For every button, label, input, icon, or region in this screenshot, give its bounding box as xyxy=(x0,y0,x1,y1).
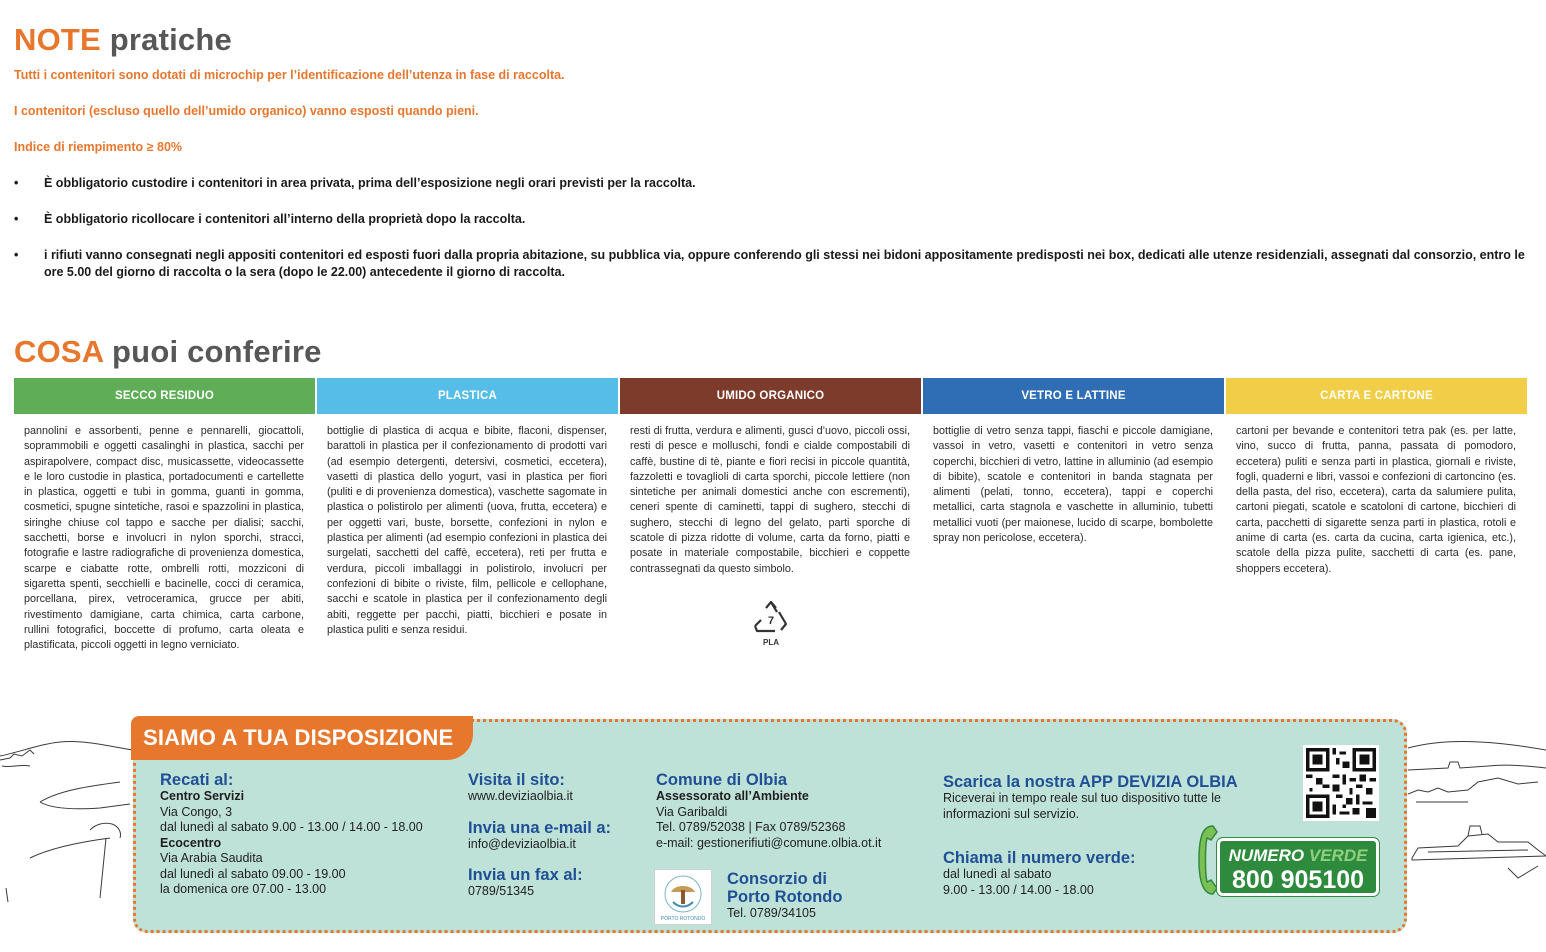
comune-phone: Tel. 0789/52038 | Fax 0789/52368 xyxy=(656,820,846,834)
bullet-item xyxy=(14,247,1534,281)
centro-servizi-address: Via Congo, 3 xyxy=(160,804,233,819)
bullet-dot: • xyxy=(14,176,19,190)
category-text-vetro: bottiglie di vetro senza tappi, fiaschi e piccole damigiane, vassoi in vetro, vasetti e contenitori in vetro senza coperchi, bicchieri di vetro, lattine in alluminio (ad esempio di bibite), scatole e contenitori in banda stagnata per alimenti (pelati, tonno, eccetera), tappi e coperchi metallici, carta stagnola e vaschette in alluminio, tubetti metallici vuoti (per maionese, lucido di scarpe, bombolette spray non pericolose, eccetera). xyxy=(933,425,1213,545)
bullet-dot: • xyxy=(14,248,19,262)
numero-verde-number[interactable]: 800 905100 xyxy=(1231,866,1365,894)
porto-rotondo-logo xyxy=(654,869,712,925)
app-desc-line2: informazioni sul servizio. xyxy=(943,806,1080,821)
note-esposizione: I contenitori (escluso quello dell’umido organico) vanno esposti quando pieni. xyxy=(14,104,479,118)
numero-verde-hours: 9.00 - 13.00 / 14.00 - 18.00 xyxy=(943,882,1094,897)
cosa-heading xyxy=(14,334,322,370)
numero-verde-label: NUMERO VERDE xyxy=(1228,846,1368,865)
svg-text:7: 7 xyxy=(767,615,775,627)
consorzio-title-line2: Porto Rotondo xyxy=(727,888,843,906)
ecocentro-name: Ecocentro xyxy=(160,835,222,850)
ecocentro-hours-sunday: la domenica ore 07.00 - 13.00 xyxy=(160,882,327,896)
sito-title: Visita il sito: xyxy=(468,771,565,789)
bullet-item xyxy=(14,211,1534,228)
bullet-dot: • xyxy=(14,212,19,226)
note-heading xyxy=(14,22,232,58)
fax-title: Invia un fax al: xyxy=(468,866,583,884)
category-header-carta: CARTA E CARTONE xyxy=(1226,378,1527,414)
qr-code[interactable] xyxy=(1303,745,1379,821)
coastline-sketch-left-icon xyxy=(0,738,132,908)
note-microchip: Tutti i contenitori sono dotati di microchip per l’identificazione dell’utenza in fase di raccolta. xyxy=(14,68,565,82)
ecocentro-address: Via Arabia Saudita xyxy=(160,851,263,865)
fax-block xyxy=(468,866,648,900)
email-block xyxy=(468,819,648,853)
numero-verde-badge[interactable] xyxy=(1191,822,1381,898)
note-riempimento: Indice di riempimento ≥ 80% xyxy=(14,140,183,154)
bullet-text: i rifiuti vanno consegnati negli appositi contenitori ed esposti fuori dalla propria abitazione, su pubblica via, oppure conferendo gli stessi nei bidoni appositamente predisposti nei box, dedicati alle utenze residenziali, assegnati dal consorzio, entro le ore 5.00 del giorno di raccolta o la sera (dopo le 22.00) antecedente il giorno di raccolta. xyxy=(44,248,1525,279)
comune-address: Via Garibaldi xyxy=(656,804,728,819)
consorzio-block xyxy=(727,870,927,922)
recati-block xyxy=(160,771,460,898)
category-text-plastica: bottiglie di plastica di acqua e bibite, flaconi, dispenser, barattoli in plastica per il confezionamento di prodotti vari (ad esempio detergenti, detersivi, cosmetici, eccetera), vasetti di plastica dello yogurt, vasi in plastica per fiori (puliti e di provenienza domestica), vaschette sagomate in plastica o polistirolo per alimenti (uova, frutta, eccetera) e per oggetti vari, buste, borsette, confezioni in nylon e plastica per alimenti (ad esempio confezioni in plastica dei surgelati, sacchetti del caffè, eccetera), reti per frutta e verdura, piccoli imballaggi in polistirolo, involucri per confezioni di bibite o riviste, film, pellicole e cellophane, sacchi e scatole in plastica per il confezionamento degli abiti, reggette per pacchi, piatti, bicchieri e posate in plastica puliti e senza residui. xyxy=(327,425,607,636)
note-heading-rest: pratiche xyxy=(109,22,232,57)
note-heading-accent: NOTE xyxy=(14,22,101,57)
fax-number: 0789/51345 xyxy=(468,884,535,898)
comune-office: Assessorato all’Ambiente xyxy=(656,789,809,803)
centro-servizi-name: Centro Servizi xyxy=(160,789,245,803)
category-header-umido: UMIDO ORGANICO xyxy=(620,378,921,414)
bullet-text: È obbligatorio custodire i contenitori in area privata, prima dell’esposizione negli orari previsti per la raccolta. xyxy=(44,176,696,190)
cosa-heading-accent: COSA xyxy=(14,334,104,369)
website-link[interactable]: www.deviziaolbia.it xyxy=(468,789,573,803)
comune-email[interactable]: e-mail: gestionerifiuti@comune.olbia.ot.it xyxy=(656,835,882,850)
email-link[interactable]: info@deviziaolbia.it xyxy=(468,837,576,851)
coastline-sketch-right-icon xyxy=(1408,738,1546,908)
category-text-carta: cartoni per bevande e contenitori tetra pak (es. per latte, vino, succo di frutta, panna, passata di pomodoro, eccetera) puliti e senza parti in plastica, giornali e riviste, fogli, quaderni e libri, vassoi e confezioni di cartoncino (es. della pasta, del riso, eccetera), carta da salumiere pulita, cartoni piegati, scatole e scatoloni di cartone, bicchieri di carta, pacchetti di sigarette senza parti in plastica, rotoli e anime di carta (es. carta da cucina, carta igienica, etc.), scatole della pizza pulite, sacchetti di carta (es. pane, shoppers eccetera). xyxy=(1236,425,1516,575)
comune-block xyxy=(656,771,936,851)
app-title: Scarica la nostra APP DEVIZIA OLBIA xyxy=(943,773,1238,791)
centro-servizi-hours: dal lunedì al sabato 9.00 - 13.00 / 14.00 - 18.00 xyxy=(160,820,423,834)
bullet-text: È obbligatorio ricollocare i contenitori all’interno della proprietà dopo la raccolta. xyxy=(44,212,526,226)
category-header-vetro: VETRO E LATTINE xyxy=(923,378,1224,414)
numero-verde-title: Chiama il numero verde: xyxy=(943,849,1136,867)
numero-verde-days: dal lunedì al sabato xyxy=(943,867,1052,881)
numero-verde-block xyxy=(943,849,1183,898)
app-desc-line1: Riceverai in tempo reale sul tuo dispositivo tutte le xyxy=(943,791,1221,805)
cosa-heading-rest: puoi conferire xyxy=(112,334,322,369)
email-title: Invia una e-mail a: xyxy=(468,819,612,837)
bullet-item xyxy=(14,175,1534,192)
comune-title: Comune di Olbia xyxy=(656,771,788,789)
qr-code-icon xyxy=(1306,748,1376,818)
category-header-plastica: PLASTICA xyxy=(317,378,618,414)
category-text-secco: pannolini e assorbenti, penne e pennarelli, giocattoli, soprammobili e oggetti casalinghi in plastica, sacchi per aspirapolvere, compact disc, musicassette, videocassette e le loro custodie in plastica, portadocumenti e cartellette in plastica, oggetti e tubi in gomma, guanti in gomma, cosmetici, spugne sintetiche, rasoi e spazzolini in plastica, siringhe chiuse col tappo e sacche per dialisi; sacchi, sacchetti, borse e involucri in nylon sporchi, stracci, fotografie e lastre radiografiche di provenienza domestica, scarpe e ciabatte rotte, ombrelli rotti, mozziconi di sigaretta spenti, secchielli e bacinelle, cocci di ceramica, porcellana, pirex, vetroceramica, grucce per abiti, rivestimento damigiane, carta chimica, carta carbone, rullini fotografici, boccette di profumo, carta oleata e plastificata, piccoli oggetti in legno verniciato. xyxy=(24,425,304,652)
svg-text:PORTO ROTONDO: PORTO ROTONDO xyxy=(660,916,706,922)
porto-rotondo-logo-icon xyxy=(655,870,711,924)
pla-symbol xyxy=(748,600,794,647)
contact-panel-title: SIAMO A TUA DISPOSIZIONE xyxy=(131,716,473,760)
sito-block xyxy=(468,771,648,805)
consorzio-title-line1: Consorzio di xyxy=(727,870,827,888)
consorzio-phone: Tel. 0789/34105 xyxy=(727,906,816,920)
category-text-umido: resti di frutta, verdura e alimenti, gusci d’uovo, piccoli ossi, resti di pesce e molluschi, fondi e cialde compostabili di caffè, bustine di tè, piante e fiori recisi in piccole quantità, fazzoletti e tovaglioli di carta sporchi, piccole lettiere (non sintetiche per animali domestici anche con escrementi), ceneri spente di caminetti, tappi di sughero, stecchi di sughero, stecchi di legno del gelato, parti sporche di scatole di pizza ridotte di volume, carta da forno, piatti e posate in materiale compostabile, bicchieri e coppette contrassegnati da questo simbolo. xyxy=(630,425,910,575)
recycle-triangle-icon xyxy=(751,600,791,636)
numero-verde-box xyxy=(1217,838,1379,896)
category-header-secco: SECCO RESIDUO xyxy=(14,378,315,414)
ecocentro-hours-weekday: dal lunedì al sabato 09.00 - 19.00 xyxy=(160,866,346,881)
pla-label: PLA xyxy=(763,638,779,647)
app-block xyxy=(943,773,1293,822)
recati-title: Recati al: xyxy=(160,771,234,789)
